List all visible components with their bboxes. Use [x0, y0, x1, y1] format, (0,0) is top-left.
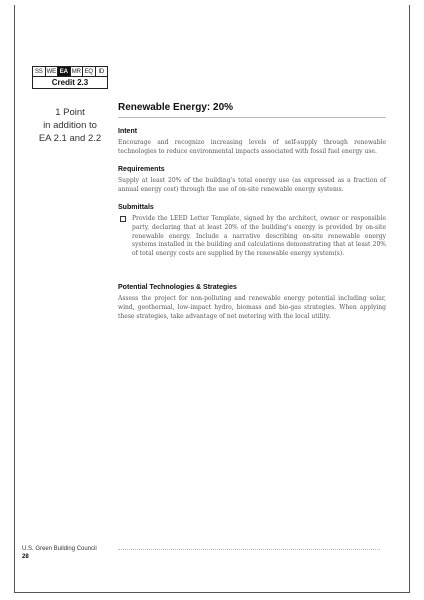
intent-heading: Intent	[118, 128, 138, 135]
submittal-item	[118, 215, 386, 258]
points-line-2: in addition to	[43, 120, 97, 131]
checkbox-icon	[120, 216, 126, 222]
footer-divider	[118, 549, 380, 550]
credit-title	[118, 102, 386, 118]
page-number: 28	[22, 554, 29, 560]
points-info	[22, 106, 118, 145]
points-line-1: 1 Point	[55, 107, 85, 118]
strategies-heading: Potential Technologies & Strategies	[118, 284, 237, 292]
submittals-heading: Submittals	[118, 204, 154, 212]
category-ea: EA	[58, 67, 71, 76]
intent-text: Encourage and recognize increasing levels of self-supply through renewable technologies to reduce environmental impacts associated with fossil fuel energy use.	[118, 139, 386, 155]
category-we: WE	[46, 67, 59, 76]
credit-title-bold: Renewable Energy:	[118, 102, 211, 113]
category-id: ID	[98, 68, 105, 75]
category-eq: EQ	[83, 67, 96, 76]
requirements-text: Supply at least 20% of the building's total energy use (as expressed as a fraction of annual energy cost) through the use of on-site renewable energy systems.	[118, 177, 386, 193]
credit-title-rest: 20%	[210, 102, 234, 113]
footer-organization: U.S. Green Building Council	[22, 546, 97, 552]
strategies-section	[118, 284, 386, 321]
credit-label: Credit 2.3	[32, 76, 108, 89]
credit-content	[118, 102, 386, 321]
strategies-text: Assess the project for non-polluting and renewable energy potential including solar, wind, geothermal, low-impact hydro, biomass and bio-gas strategies. When applying these strategies, take advantage of net metering with the local utility.	[118, 295, 386, 320]
submittal-text: Provide the LEED Letter Template, signed by the architect, owner or responsible party, declaring that at least 20% of the building's energy is provided by on-site renewable energy. Include a narrative describing on-site renewable energy systems installed in the building and calculations demonstrating that at least 20% of total energy costs are supplied by the renewable energy system(s).	[132, 215, 386, 257]
requirements-heading: Requirements	[118, 166, 165, 174]
category-ss: SS	[33, 67, 46, 76]
points-line-3: EA 2.1 and 2.2	[38, 133, 102, 144]
category-mr: MR	[71, 67, 84, 76]
